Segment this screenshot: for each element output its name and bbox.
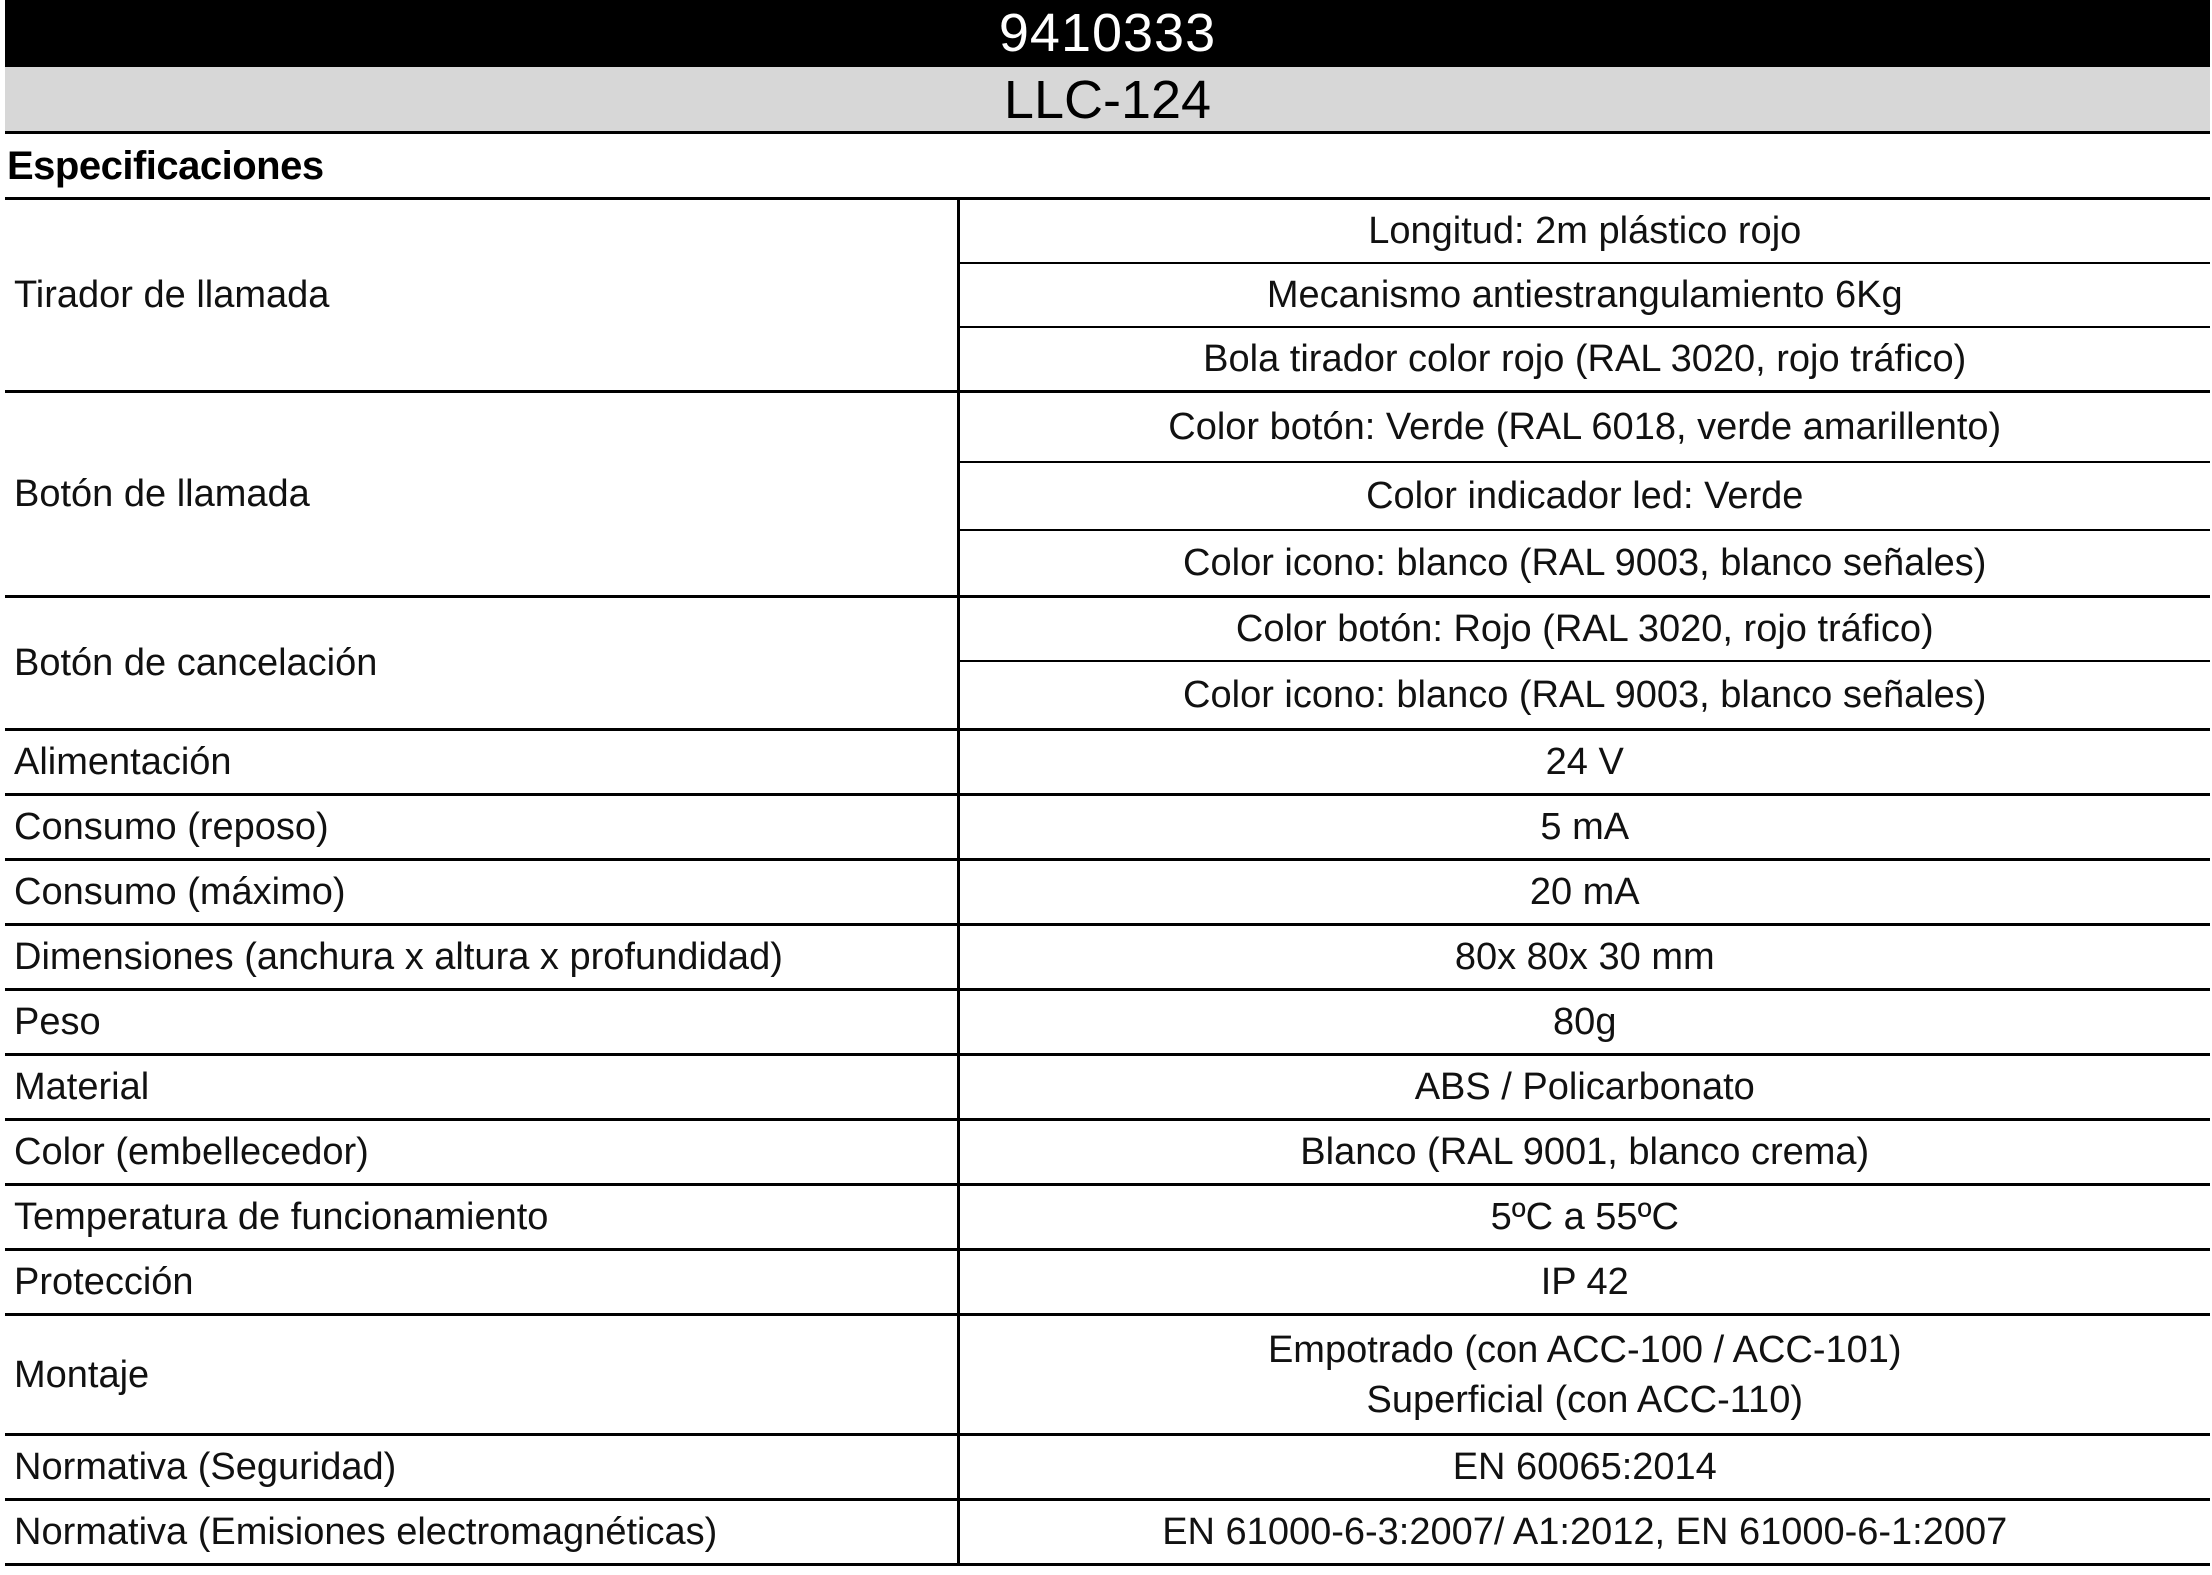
spec-label: Consumo (reposo)	[5, 795, 958, 860]
table-row	[5, 1120, 2210, 1185]
spec-table	[5, 200, 2210, 1566]
product-code: 9410333	[998, 3, 1217, 63]
product-code-bar	[5, 0, 2210, 67]
spec-label: Normativa (Emisiones electromagnéticas)	[5, 1500, 958, 1565]
table-row	[5, 200, 2210, 263]
spec-value: 80g	[958, 990, 2210, 1055]
spec-value: Bola tirador color rojo (RAL 3020, rojo tráfico)	[958, 327, 2210, 392]
spec-value-multiline	[958, 1315, 2210, 1435]
section-heading: Especificaciones	[5, 134, 2210, 200]
model-name: LLC-124	[1003, 70, 1212, 130]
spec-value: 5 mA	[958, 795, 2210, 860]
spec-value: EN 60065:2014	[958, 1435, 2210, 1500]
spec-value: Mecanismo antiestrangulamiento 6Kg	[958, 263, 2210, 327]
spec-label: Tirador de llamada	[5, 200, 958, 392]
spec-label: Normativa (Seguridad)	[5, 1435, 958, 1500]
table-row	[5, 392, 2210, 463]
spec-value: IP 42	[958, 1250, 2210, 1315]
spec-label: Montaje	[5, 1315, 958, 1435]
table-row	[5, 990, 2210, 1055]
table-row	[5, 1185, 2210, 1250]
spec-label: Botón de llamada	[5, 392, 958, 597]
table-row	[5, 1055, 2210, 1120]
spec-value: Color indicador led: Verde	[958, 462, 2210, 530]
table-row	[5, 1435, 2210, 1500]
spec-label: Dimensiones (anchura x altura x profundidad)	[5, 925, 958, 990]
spec-value: ABS / Policarbonato	[958, 1055, 2210, 1120]
spec-value: Blanco (RAL 9001, blanco crema)	[958, 1120, 2210, 1185]
spec-value: Color icono: blanco (RAL 9003, blanco señales)	[958, 661, 2210, 730]
spec-value: 5ºC a 55ºC	[958, 1185, 2210, 1250]
model-bar	[5, 67, 2210, 134]
table-row	[5, 925, 2210, 990]
spec-value: Longitud: 2m plástico rojo	[958, 200, 2210, 263]
spec-value: 24 V	[958, 730, 2210, 795]
table-row	[5, 1315, 2210, 1435]
table-row	[5, 795, 2210, 860]
spec-label: Protección	[5, 1250, 958, 1315]
table-row	[5, 860, 2210, 925]
spec-value: Color icono: blanco (RAL 9003, blanco señales)	[958, 530, 2210, 597]
spec-value-line: Empotrado (con ACC-100 / ACC-101)	[1267, 1328, 1902, 1371]
spec-label: Color (embellecedor)	[5, 1120, 958, 1185]
spec-value: Color botón: Verde (RAL 6018, verde amarillento)	[958, 392, 2210, 463]
table-row	[5, 1500, 2210, 1565]
spec-label: Consumo (máximo)	[5, 860, 958, 925]
spec-value: Color botón: Rojo (RAL 3020, rojo tráfico)	[958, 597, 2210, 662]
spec-label: Peso	[5, 990, 958, 1055]
table-row	[5, 597, 2210, 662]
spec-label: Temperatura de funcionamiento	[5, 1185, 958, 1250]
spec-label: Botón de cancelación	[5, 597, 958, 730]
spec-value: 80x 80x 30 mm	[958, 925, 2210, 990]
table-row	[5, 1250, 2210, 1315]
spec-label: Alimentación	[5, 730, 958, 795]
spec-value: EN 61000-6-3:2007/ A1:2012, EN 61000-6-1:2007	[958, 1500, 2210, 1565]
spec-label: Material	[5, 1055, 958, 1120]
spec-value-line: Superficial (con ACC-110)	[1366, 1378, 1803, 1421]
table-row	[5, 730, 2210, 795]
spec-sheet	[5, 0, 2210, 1566]
spec-value: 20 mA	[958, 860, 2210, 925]
